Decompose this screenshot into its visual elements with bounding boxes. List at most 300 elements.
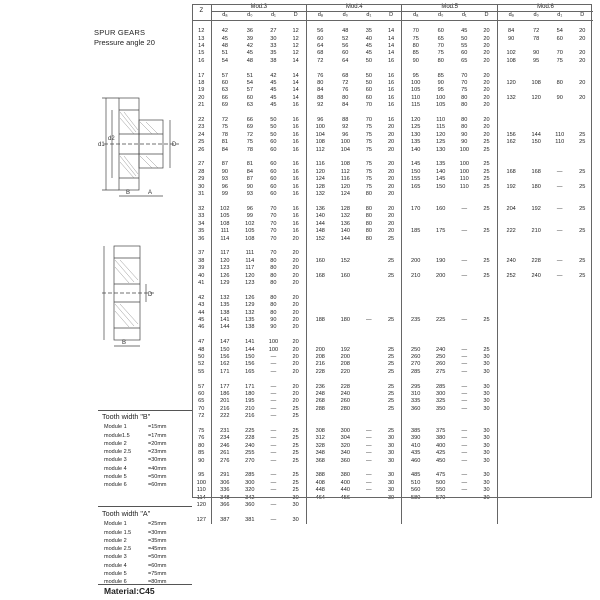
- table-cell: 115: [436, 124, 446, 131]
- tooth-width-row: [102, 545, 192, 553]
- table-cell: [548, 250, 572, 257]
- column-subheader: dₐ: [497, 12, 524, 20]
- tooth-count-cell: 19: [192, 87, 211, 94]
- table-cell: [357, 250, 381, 257]
- divider: [98, 584, 192, 585]
- table-cell: 14: [292, 94, 299, 101]
- table-cell: 57: [246, 87, 253, 94]
- table-cell: [548, 102, 572, 109]
- tooth-count-cell: 50: [192, 354, 211, 361]
- table-cell: 25: [579, 183, 586, 190]
- table-cell: 140: [307, 213, 334, 220]
- table-cell: 108: [307, 139, 334, 146]
- tooth-width-row: [102, 553, 192, 561]
- table-cell: 25: [387, 353, 395, 360]
- table-cell: [572, 102, 593, 109]
- table-cell: —: [461, 472, 468, 479]
- table-cell: [524, 339, 548, 346]
- table-cell: [357, 354, 381, 361]
- table-cell: [572, 443, 593, 450]
- table-cell: 120: [497, 80, 524, 87]
- table-row: [192, 480, 593, 487]
- table-cell: 84: [211, 147, 238, 154]
- table-cell: 84: [497, 28, 524, 35]
- table-cell: 20: [387, 191, 395, 198]
- table-cell: [307, 265, 334, 272]
- module-label: module 2: [104, 440, 127, 447]
- table-cell: —: [270, 516, 277, 523]
- table-cell: [307, 413, 334, 420]
- table-row: [192, 80, 593, 87]
- table-cell: [381, 302, 402, 309]
- table-cell: [402, 250, 429, 257]
- table-cell: 25: [387, 316, 395, 323]
- table-cell: [572, 450, 593, 457]
- table-cell: 228: [531, 257, 541, 264]
- table-cell: 276: [211, 458, 238, 465]
- tooth-count-cell: 30: [192, 184, 211, 191]
- table-cell: [572, 73, 593, 80]
- table-cell: 30: [483, 435, 490, 442]
- table-cell: [476, 213, 497, 220]
- tooth-count-cell: 43: [192, 302, 211, 309]
- table-cell: 80: [365, 213, 372, 220]
- width-value: =60mm: [148, 562, 167, 569]
- table-cell: [357, 369, 381, 376]
- table-cell: 75: [365, 176, 372, 183]
- table-cell: [572, 295, 593, 302]
- table-cell: 435: [402, 450, 429, 457]
- table-cell: [476, 310, 497, 317]
- table-cell: 117: [211, 250, 238, 257]
- module-label: Module 1: [104, 521, 127, 528]
- table-cell: [429, 339, 453, 346]
- table-cell: [548, 213, 572, 220]
- table-cell: —: [270, 413, 277, 420]
- table-cell: 125: [436, 139, 446, 146]
- table-cell: 100: [268, 339, 279, 346]
- table-cell: 135: [436, 161, 446, 168]
- table-cell: 20: [579, 50, 586, 57]
- table-cell: 93: [246, 191, 253, 198]
- table-cell: 14: [387, 50, 395, 57]
- table-cell: 580: [402, 495, 429, 502]
- table-cell: [429, 413, 453, 420]
- table-cell: 300: [436, 390, 446, 397]
- table-cell: 54: [246, 80, 253, 87]
- gear-hub-drawing: [84, 90, 194, 200]
- table-cell: [402, 236, 429, 243]
- table-cell: 50: [270, 117, 277, 124]
- table-cell: 88: [307, 95, 334, 102]
- table-cell: 156: [497, 132, 524, 139]
- tooth-count-cell: 31: [192, 191, 211, 198]
- tooth-width-row: [102, 456, 192, 464]
- table-cell: 16: [387, 57, 395, 64]
- table-cell: —: [270, 442, 277, 449]
- table-cell: [307, 517, 334, 524]
- table-cell: —: [270, 383, 277, 390]
- table-cell: 135: [402, 139, 429, 146]
- table-cell: [548, 87, 572, 94]
- table-cell: 20: [292, 339, 299, 346]
- table-cell: 280: [340, 405, 350, 412]
- column-subheader: dₐ: [211, 12, 238, 20]
- table-cell: 20: [292, 272, 299, 279]
- table-cell: 248: [307, 391, 334, 398]
- table-cell: 60: [211, 80, 238, 87]
- table-cell: 104: [340, 146, 350, 153]
- table-cell: 60: [270, 146, 277, 153]
- table-cell: 348: [307, 450, 334, 457]
- table-cell: [524, 280, 548, 287]
- table-cell: 85: [437, 72, 444, 79]
- tooth-count-cell: 100: [192, 480, 211, 487]
- table-cell: 136: [307, 206, 334, 213]
- tooth-count-cell: 36: [192, 236, 211, 243]
- table-row: [192, 302, 593, 309]
- table-row: [192, 147, 593, 154]
- table-cell: [402, 213, 429, 220]
- table-cell: —: [461, 272, 468, 279]
- table-cell: 464: [307, 495, 334, 502]
- table-cell: [429, 236, 453, 243]
- table-cell: 201: [211, 398, 238, 405]
- width-value: =50mm: [148, 554, 167, 561]
- table-cell: 25: [483, 205, 490, 212]
- table-cell: 388: [307, 472, 334, 479]
- table-cell: [357, 391, 381, 398]
- table-cell: [357, 406, 381, 413]
- table-cell: —: [270, 435, 277, 442]
- table-cell: 300: [245, 479, 255, 486]
- table-cell: 171: [245, 383, 255, 390]
- table-cell: 320: [245, 487, 255, 494]
- tooth-count-cell: 57: [192, 384, 211, 391]
- table-cell: [497, 102, 524, 109]
- table-cell: 75: [461, 87, 468, 94]
- table-cell: —: [270, 428, 277, 434]
- table-cell: 141: [211, 317, 238, 324]
- table-cell: 304: [340, 435, 350, 442]
- table-cell: 20: [292, 361, 299, 368]
- table-cell: 188: [307, 317, 334, 324]
- table-cell: 54: [556, 28, 563, 35]
- table-cell: 80: [270, 272, 277, 279]
- table-cell: [548, 413, 572, 420]
- table-cell: 160: [340, 272, 350, 279]
- table-cell: [333, 250, 357, 257]
- column-subheader: d₁: [357, 12, 381, 20]
- table-cell: 20: [292, 324, 299, 331]
- table-cell: 180: [531, 183, 541, 190]
- table-row: [192, 213, 593, 220]
- table-cell: 500: [436, 479, 446, 486]
- table-cell: [497, 487, 524, 494]
- table-cell: [572, 161, 593, 168]
- table-cell: 20: [579, 57, 586, 64]
- table-cell: 20: [387, 168, 395, 175]
- table-cell: 117: [245, 265, 255, 272]
- table-cell: [429, 191, 453, 198]
- table-row: [192, 43, 593, 50]
- table-cell: 204: [497, 206, 524, 213]
- table-cell: —: [461, 205, 468, 212]
- table-cell: [307, 302, 334, 309]
- table-cell: —: [461, 428, 468, 434]
- table-cell: 30: [292, 516, 299, 523]
- table-cell: 20: [483, 117, 490, 124]
- tooth-count-cell: 60: [192, 391, 211, 398]
- table-cell: 145: [436, 176, 446, 183]
- table-cell: 95: [402, 73, 429, 80]
- table-cell: 560: [402, 487, 429, 494]
- table-cell: 60: [307, 36, 334, 43]
- table-cell: 80: [461, 102, 468, 109]
- table-cell: 64: [307, 43, 334, 50]
- table-cell: [572, 406, 593, 413]
- table-cell: 111: [211, 228, 238, 235]
- table-cell: [497, 73, 524, 80]
- table-cell: 14: [292, 72, 299, 79]
- table-cell: 95: [437, 87, 444, 94]
- table-cell: 42: [211, 28, 238, 35]
- table-cell: [572, 265, 593, 272]
- table-cell: 270: [245, 457, 255, 464]
- table-row: [192, 472, 593, 479]
- table-cell: 102: [245, 220, 255, 227]
- table-cell: 30: [483, 390, 490, 397]
- table-cell: 20: [483, 80, 490, 87]
- table-cell: 16: [292, 183, 299, 190]
- module-label: module 1.5: [104, 529, 132, 536]
- table-row: [192, 221, 593, 228]
- table-cell: [453, 213, 477, 220]
- table-cell: 20: [483, 124, 490, 131]
- table-cell: 385: [402, 428, 429, 435]
- table-cell: 150: [436, 183, 446, 190]
- table-cell: [476, 221, 497, 228]
- table-cell: [497, 191, 524, 198]
- tooth-width-a-block: [102, 510, 192, 587]
- table-cell: 20: [579, 28, 586, 35]
- table-cell: [429, 250, 453, 257]
- table-cell: 126: [245, 294, 255, 301]
- table-cell: 123: [245, 279, 255, 286]
- tooth-width-b-block: [102, 413, 192, 490]
- table-cell: —: [461, 457, 468, 464]
- table-cell: 20: [292, 398, 299, 405]
- table-cell: [524, 480, 548, 487]
- table-cell: —: [461, 228, 468, 235]
- table-cell: —: [556, 228, 563, 235]
- table-cell: 260: [340, 398, 350, 405]
- table-cell: [572, 458, 593, 465]
- table-cell: [453, 339, 477, 346]
- table-cell: 25: [292, 428, 299, 434]
- table-cell: [548, 443, 572, 450]
- table-cell: 20: [483, 72, 490, 79]
- table-cell: 20: [483, 43, 490, 50]
- table-cell: 25: [292, 457, 299, 464]
- table-cell: 80: [270, 294, 277, 301]
- table-cell: 45: [365, 50, 372, 57]
- table-cell: 132: [307, 191, 334, 198]
- table-cell: [402, 413, 429, 420]
- table-cell: [524, 43, 548, 50]
- table-cell: 120: [531, 94, 541, 101]
- table-cell: [572, 317, 593, 324]
- table-cell: 160: [436, 205, 446, 212]
- table-cell: 216: [245, 413, 255, 420]
- table-cell: [524, 302, 548, 309]
- table-cell: [524, 191, 548, 198]
- width-value: =23mm: [148, 449, 167, 456]
- module-label: module 2.5: [104, 546, 132, 553]
- table-cell: 80: [365, 205, 372, 212]
- z-header: Z: [192, 4, 211, 20]
- table-cell: 99: [246, 213, 253, 220]
- width-value: =20mm: [148, 440, 167, 447]
- table-row: [192, 398, 593, 405]
- table-cell: 81: [211, 139, 238, 146]
- table-cell: 25: [387, 257, 395, 264]
- tooth-width-row: [102, 529, 192, 537]
- table-cell: [476, 302, 497, 309]
- table-cell: [524, 428, 548, 435]
- table-row: [192, 361, 593, 368]
- table-cell: [548, 517, 572, 524]
- table-cell: [548, 487, 572, 494]
- table-cell: 16: [387, 72, 395, 79]
- table-cell: 366: [211, 502, 238, 509]
- width-value: =15mm: [148, 424, 167, 431]
- table-cell: 20: [292, 353, 299, 360]
- table-cell: —: [461, 405, 468, 412]
- table-cell: 116: [307, 161, 334, 168]
- table-cell: 14: [292, 87, 299, 94]
- table-cell: 328: [307, 443, 334, 450]
- table-cell: [524, 102, 548, 109]
- table-cell: [524, 317, 548, 324]
- table-cell: 240: [245, 442, 255, 449]
- table-cell: 120: [340, 183, 350, 190]
- table-row: [192, 184, 593, 191]
- module-label: module 5: [104, 571, 127, 578]
- table-cell: 20: [292, 368, 299, 375]
- table-cell: 92: [307, 102, 334, 109]
- tooth-width-row: [102, 481, 192, 489]
- table-cell: 168: [497, 169, 524, 176]
- table-cell: [548, 369, 572, 376]
- material-label: Material:C45: [104, 586, 155, 596]
- tooth-count-cell: 95: [192, 472, 211, 479]
- table-cell: [548, 191, 572, 198]
- table-cell: 93: [211, 176, 238, 183]
- table-cell: 144: [307, 221, 334, 228]
- table-cell: 16: [387, 102, 395, 109]
- table-cell: [572, 124, 593, 131]
- tooth-count-cell: 70: [192, 406, 211, 413]
- table-cell: 216: [211, 406, 238, 413]
- table-cell: [548, 236, 572, 243]
- table-cell: 25: [483, 228, 490, 235]
- table-cell: 360: [402, 406, 429, 413]
- table-cell: 65: [437, 35, 444, 42]
- tooth-count-cell: 25: [192, 139, 211, 146]
- table-cell: [453, 236, 477, 243]
- table-cell: [548, 339, 572, 346]
- table-row: [192, 317, 593, 324]
- table-cell: [357, 258, 381, 265]
- table-cell: [381, 310, 402, 317]
- table-cell: 168: [531, 168, 541, 175]
- table-cell: 132: [211, 295, 238, 302]
- table-cell: [333, 310, 357, 317]
- table-cell: 165: [402, 184, 429, 191]
- table-cell: 116: [340, 176, 350, 183]
- table-cell: 25: [483, 257, 490, 264]
- module-label: module 4: [104, 465, 127, 472]
- group-spacer: [192, 243, 593, 250]
- table-cell: 268: [307, 398, 334, 405]
- table-cell: 60: [342, 50, 349, 57]
- table-cell: 51: [211, 50, 238, 57]
- table-cell: 42: [270, 72, 277, 79]
- table-cell: 39: [246, 35, 253, 42]
- gear-plain-drawing: [84, 240, 194, 350]
- table-cell: 75: [556, 57, 563, 64]
- table-cell: 70: [270, 228, 277, 235]
- table-cell: —: [366, 494, 372, 501]
- table-row: [192, 339, 593, 346]
- table-cell: 68: [307, 50, 334, 57]
- table-cell: 40: [365, 35, 372, 42]
- table-cell: 16: [292, 117, 299, 124]
- table-cell: 60: [270, 191, 277, 198]
- table-cell: 128: [340, 205, 350, 212]
- table-cell: [453, 280, 477, 287]
- group-spacer: [192, 20, 593, 28]
- table-cell: 60: [437, 28, 444, 35]
- table-cell: [357, 517, 381, 524]
- table-cell: [357, 502, 381, 509]
- table-cell: [497, 458, 524, 465]
- table-cell: —: [556, 168, 563, 175]
- tooth-count-cell: 15: [192, 50, 211, 57]
- table-cell: 104: [307, 132, 334, 139]
- table-cell: 100: [268, 346, 279, 353]
- table-cell: [453, 295, 477, 302]
- table-cell: [497, 265, 524, 272]
- table-cell: 135: [211, 302, 238, 309]
- table-cell: [497, 517, 524, 524]
- table-cell: [524, 176, 548, 183]
- table-cell: 30: [387, 487, 395, 494]
- width-value: =60mm: [148, 482, 167, 489]
- table-cell: —: [270, 368, 277, 375]
- table-cell: [381, 295, 402, 302]
- table-cell: 235: [402, 317, 429, 324]
- table-cell: 90: [497, 36, 524, 43]
- table-cell: [524, 87, 548, 94]
- table-cell: [429, 221, 453, 228]
- table-cell: [476, 339, 497, 346]
- table-cell: —: [366, 487, 372, 494]
- module-label: module1.5: [104, 432, 130, 439]
- table-cell: 108: [340, 161, 350, 168]
- table-cell: 570: [436, 494, 446, 501]
